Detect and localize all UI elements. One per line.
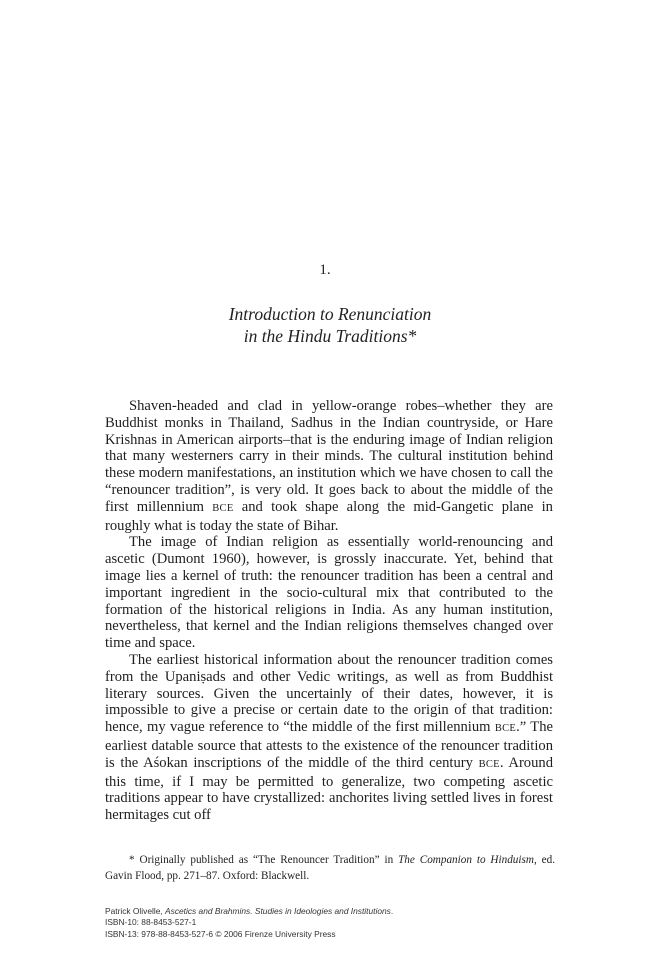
paragraph-2-text: The image of Indian religion as essentially world-renouncing and ascetic (Dumont 1960), however, is grossly inaccurate. Yet, behind that image lies a kernel of truth: the renouncer tradition has been a central and important ingredient in the socio-cultural mix that contributed to the formation of the historical religions in India. As any human institution, nevertheless, that kernel and the Indian religions themselves changed over time and space. [105, 534, 553, 652]
imprint-isbn-13: ISBN-13: 978-88-8453-527-6 © 2006 Firenze University Press [105, 928, 336, 939]
era-abbreviation: BCE [494, 723, 517, 735]
footnote-text-b: , ed. Gavin Flood, pp. 271–87. Oxford: Blackwell. [105, 854, 555, 882]
chapter-title-line-2: in the Hindu Traditions* [243, 326, 417, 346]
paragraph-2 [105, 534, 553, 652]
chapter-title-line-1: Introduction to Renunciation [228, 304, 432, 324]
imprint-line-1 [105, 906, 555, 917]
imprint-author: Patrick Olivelle, [105, 906, 166, 916]
body-text [105, 398, 553, 824]
imprint-isbn-10: ISBN-10: 88-8453-527-1 [105, 917, 197, 928]
era-abbreviation: BCE [478, 758, 500, 770]
footnote-book-title: The Companion to Hinduism [398, 854, 534, 866]
publication-imprint [105, 906, 555, 940]
imprint-book-title: Ascetics and Brahmins. Studies in Ideologies and Institutions [165, 906, 391, 916]
chapter-title [0, 303, 650, 347]
imprint-period: . [390, 906, 394, 916]
paragraph-3-text-a: The earliest historical information about the renouncer tradition comes from the Upaniṣads and other Vedic writings, as well as from Buddhist literary sources. Given the uncertainly of their dates, however, it is impossible to give a precise or certain date to the origin of that tradition: hence, my vague reference to “the middle of the first millennium [105, 651, 553, 736]
era-abbreviation: BCE [212, 502, 234, 514]
paragraph-1 [105, 398, 553, 534]
paragraph-1-text-end: and took shape along the mid-Gangetic plane in roughly what is today the state of Bihar. [105, 498, 553, 534]
paragraph-3 [105, 652, 553, 824]
paragraph-3-text-b: .” The earliest datable source that attests to the existence of the renouncer tradition is the Aśokan inscriptions of the middle of the third century [105, 719, 554, 771]
footnote-text-a: * Originally published as “The Renouncer Tradition” in [129, 854, 399, 866]
footnote [105, 852, 555, 884]
chapter-number: 1. [319, 262, 331, 278]
paragraph-1-text: Shaven-headed and clad in yellow-orange robes–whether they are Buddhist monks in Thailand, Sadhus in the Indian countryside, or Hare Krishnas in American airports–that is the enduring image of Indian religion that many westerners carry in their minds. The cultural institution behind these modern manifestations, an institution which we have chosen to call the “renouncer tradition”, is very old. It goes back to about the middle of the first millennium [105, 398, 553, 515]
paragraph-3-text-c: . Around this time, if I may be permitted to generalize, two competing ascetic traditions appear to have crystallized: anchorites living settled lives in forest hermitages cut off [105, 754, 553, 824]
